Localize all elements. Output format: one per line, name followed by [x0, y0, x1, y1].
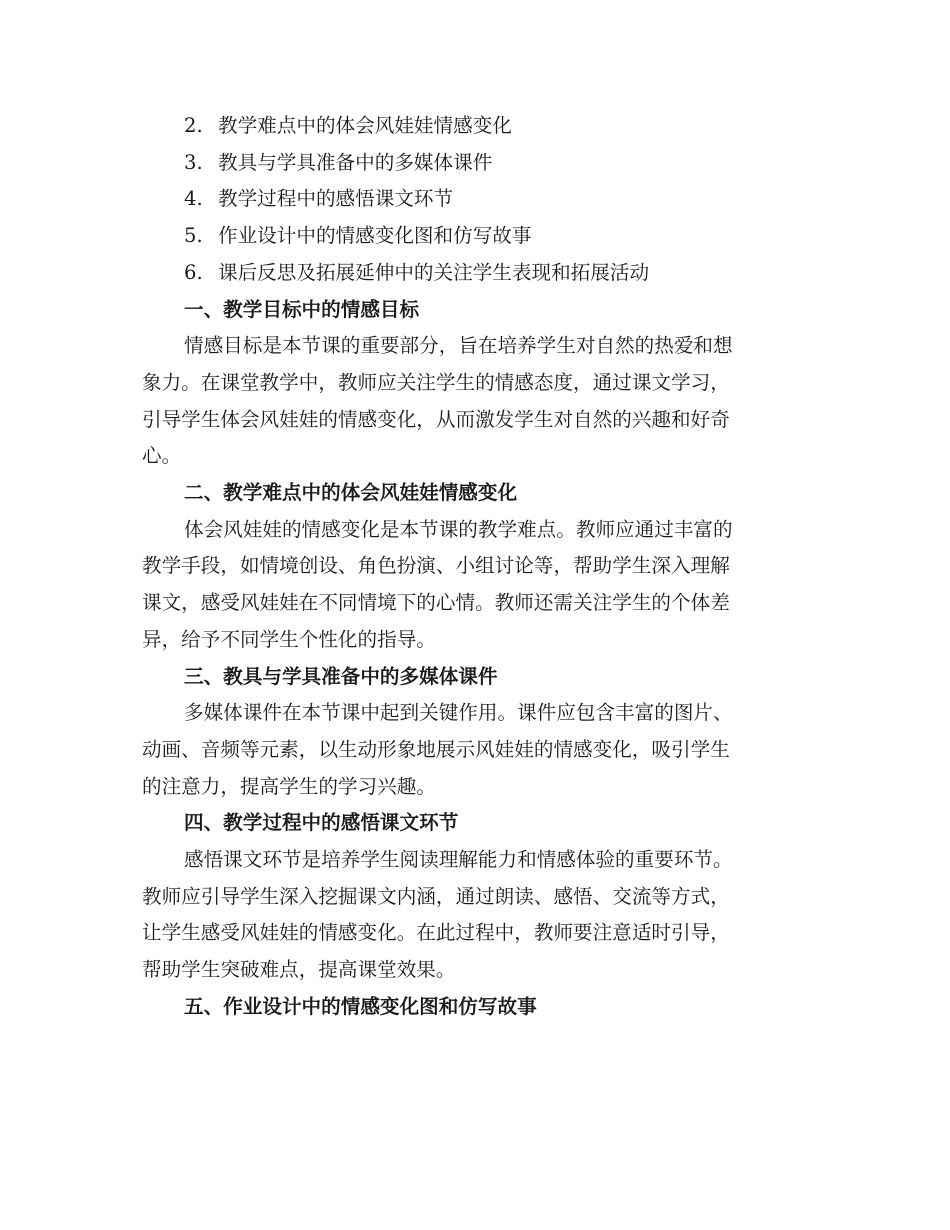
paragraph-line: 多媒体课件在本节课中起到关键作用。课件应包含丰富的图片、 [184, 701, 733, 725]
section-heading: 五、作业设计中的情感变化图和仿写故事 [184, 994, 537, 1018]
list-item-number: 6. [184, 260, 203, 284]
paragraph-line: 的注意力，提高学生的学习兴趣。 [142, 774, 436, 798]
list-item-text: 课后反思及拓展延伸中的关注学生表现和拓展活动 [218, 260, 650, 284]
paragraph-line: 教学手段，如情境创设、角色扮演、小组讨论等，帮助学生深入理解 [142, 554, 730, 578]
list-item-number: 5. [184, 224, 203, 248]
section-1 [142, 292, 797, 476]
paragraph-line: 情感目标是本节课的重要部分，旨在培养学生对自然的热爱和想 [184, 334, 733, 358]
list-item-text: 教具与学具准备中的多媒体课件 [218, 150, 493, 174]
outline-list [142, 108, 797, 292]
paragraph-line: 教师应引导学生深入挖掘课文内涵，通过朗读、感悟、交流等方式， [142, 884, 730, 908]
list-item [142, 108, 797, 145]
section-heading: 三、教具与学具准备中的多媒体课件 [184, 664, 498, 688]
paragraph-line: 体会风娃娃的情感变化是本节课的教学难点。教师应通过丰富的 [184, 517, 733, 541]
paragraph-line: 心。 [142, 444, 182, 468]
paragraph-line: 感悟课文环节是培养学生阅读理解能力和情感体验的重要环节。 [184, 848, 733, 872]
list-item-text: 教学过程中的感悟课文环节 [218, 187, 454, 211]
paragraph-line: 让学生感受风娃娃的情感变化。在此过程中，教师要注意适时引导， [142, 921, 730, 945]
list-item-number: 4. [184, 187, 203, 211]
section-heading: 二、教学难点中的体会风娃娃情感变化 [184, 481, 518, 505]
paragraph-line: 课文，感受风娃娃在不同情境下的心情。教师还需关注学生的个体差 [142, 591, 730, 615]
section-heading: 一、教学目标中的情感目标 [184, 297, 420, 321]
section-5 [142, 989, 797, 1026]
section-heading: 四、教学过程中的感悟课文环节 [184, 811, 459, 835]
document-page [142, 108, 797, 1026]
paragraph-line: 象力。在课堂教学中，教师应关注学生的情感态度，通过课文学习， [142, 370, 730, 394]
section-3 [142, 659, 797, 806]
list-item [142, 218, 797, 255]
list-item-number: 2. [184, 114, 203, 137]
list-item [142, 145, 797, 182]
section-4 [142, 805, 797, 989]
paragraph-line: 异，给予不同学生个性化的指导。 [142, 627, 436, 651]
list-item-text: 作业设计中的情感变化图和仿写故事 [218, 224, 532, 248]
list-item-text: 教学难点中的体会风娃娃情感变化 [218, 114, 512, 137]
list-item [142, 255, 797, 292]
list-item [142, 181, 797, 218]
paragraph-line: 动画、音频等元素，以生动形象地展示风娃娃的情感变化，吸引学生 [142, 737, 730, 761]
section-2 [142, 475, 797, 659]
list-item-number: 3. [184, 150, 203, 174]
paragraph-line: 帮助学生突破难点，提高课堂效果。 [142, 958, 456, 982]
paragraph-line: 引导学生体会风娃娃的情感变化，从而激发学生对自然的兴趣和好奇 [142, 407, 730, 431]
